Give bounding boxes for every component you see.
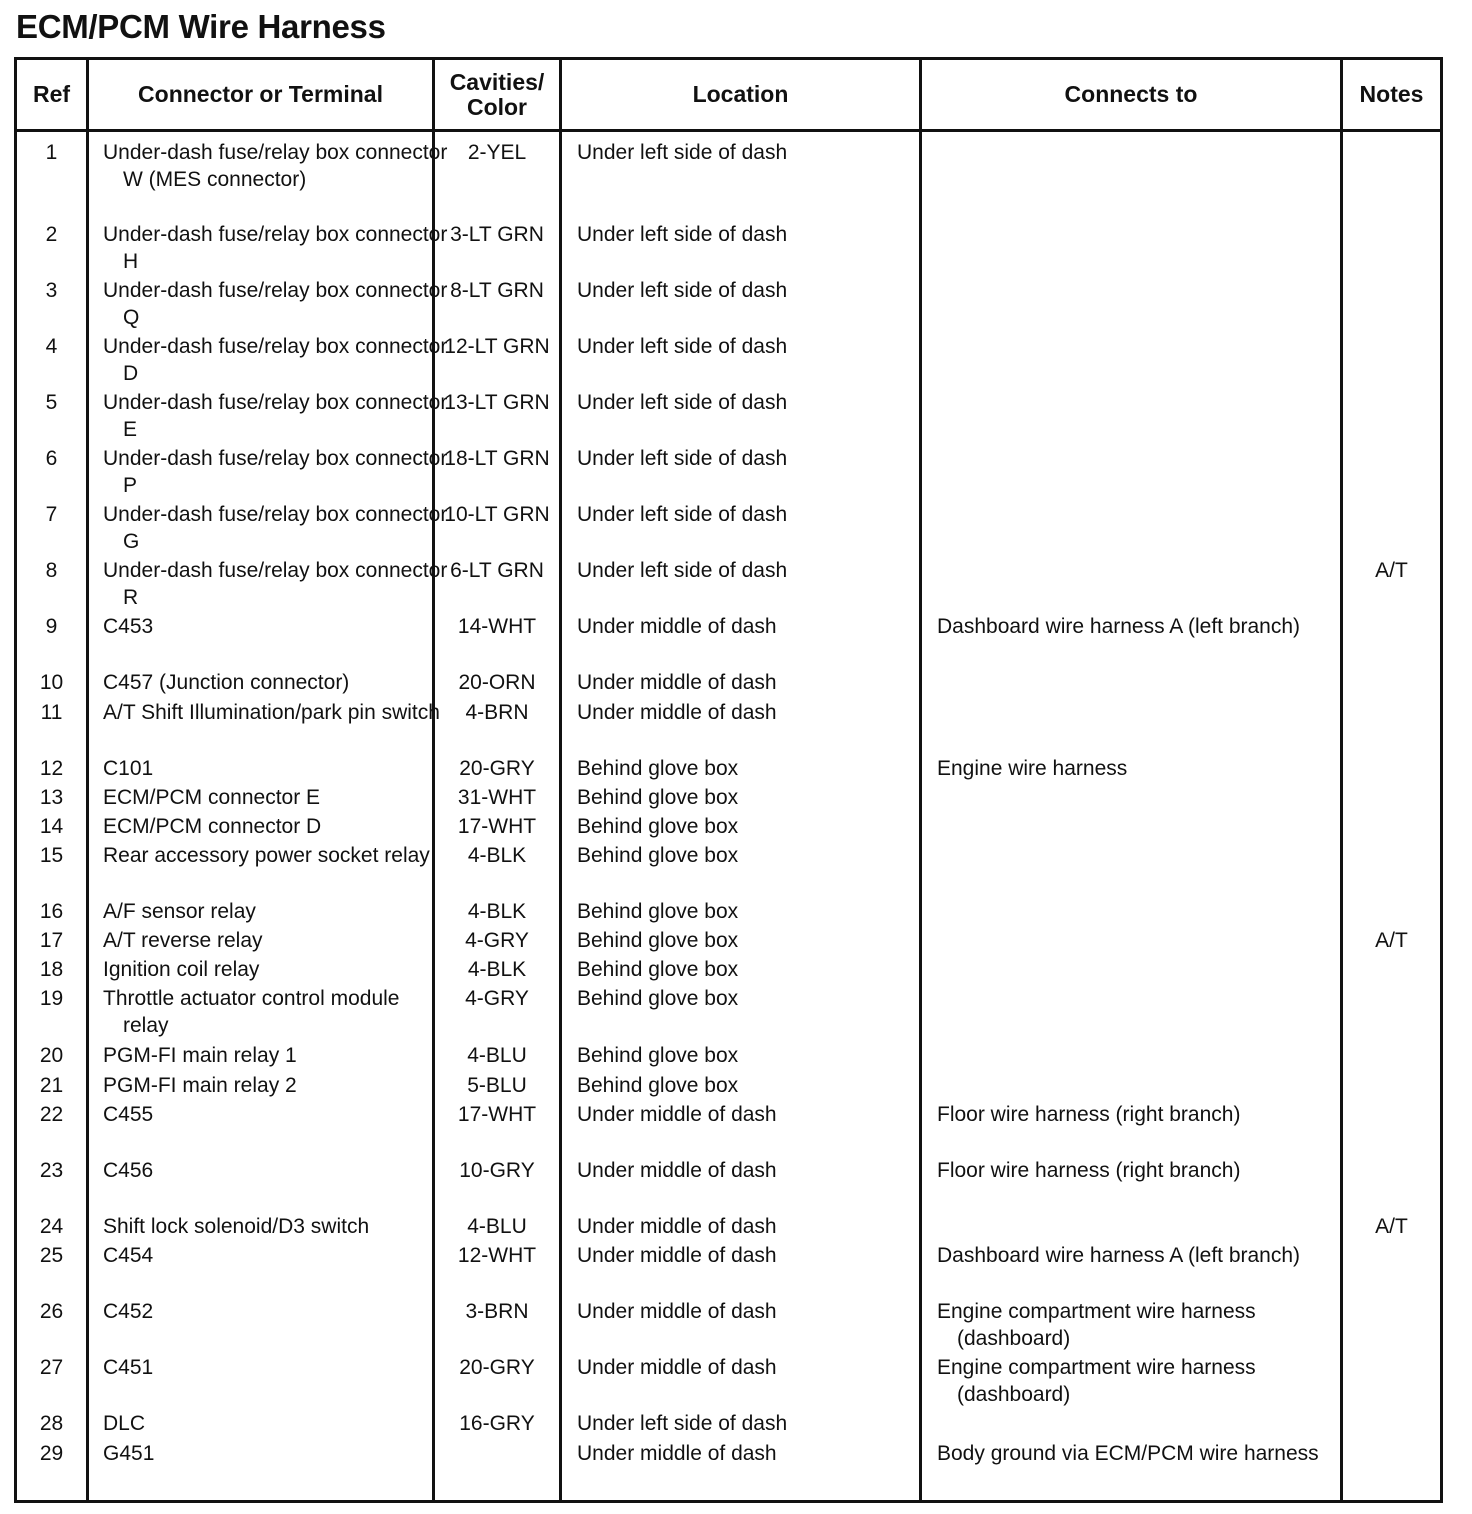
page-title: ECM/PCM Wire Harness: [16, 8, 386, 45]
cell-ref: 16: [39, 900, 64, 923]
cell-cavities: 18-LT GRN: [444, 447, 550, 470]
cell-connector: C454: [103, 1244, 154, 1267]
cell-location: Under left side of dash: [577, 141, 788, 164]
cell-cavities: 4-BRN: [465, 701, 529, 724]
cell-location: Behind glove box: [577, 929, 739, 952]
cell-location: Under left side of dash: [577, 279, 788, 302]
cell-ref: 15: [39, 844, 64, 867]
cell-location: Behind glove box: [577, 958, 739, 981]
cell-cavities: 3-BRN: [465, 1300, 529, 1323]
cell-location: Under left side of dash: [577, 391, 788, 414]
cell-notes: A/T: [1375, 1215, 1408, 1238]
cell-cavities: 4-GRY: [465, 929, 529, 952]
cell-location: Under middle of dash: [577, 1244, 777, 1267]
cell-cavities: 5-BLU: [467, 1074, 527, 1097]
cell-ref: 27: [39, 1356, 64, 1379]
cell-location: Under left side of dash: [577, 335, 788, 358]
cell-connector: ECM/PCM connector D: [103, 815, 322, 838]
cell-ref: 7: [45, 503, 58, 526]
cell-location: Under middle of dash: [577, 701, 777, 724]
cell-location: Under middle of dash: [577, 615, 777, 638]
cell-connector: PGM-FI main relay 1: [103, 1044, 297, 1067]
header-cavities: Cavities/ Color: [449, 68, 545, 120]
header-connector: Connector or Terminal: [138, 81, 383, 107]
cell-cavities: 4-GRY: [465, 987, 529, 1010]
cell-cavities: 10-LT GRN: [444, 503, 550, 526]
cell-cavities: 17-WHT: [457, 815, 537, 838]
cell-location: Behind glove box: [577, 757, 739, 780]
cell-ref: 28: [39, 1412, 64, 1435]
cell-connector: C453: [103, 615, 154, 638]
cell-notes: A/T: [1375, 559, 1408, 582]
cell-connector: C101: [103, 757, 154, 780]
cell-cavities: 31-WHT: [457, 786, 537, 809]
cell-ref: 22: [39, 1103, 64, 1126]
cell-location: Under middle of dash: [577, 1159, 777, 1182]
cell-cavities: 3-LT GRN: [450, 223, 544, 246]
cell-connector: Under-dash fuse/relay box connector G: [103, 503, 448, 553]
cell-location: Behind glove box: [577, 815, 739, 838]
cell-location: Under left side of dash: [577, 559, 788, 582]
cell-location: Under middle of dash: [577, 1215, 777, 1238]
cell-connects-to: Engine wire harness: [937, 757, 1128, 780]
cell-location: Behind glove box: [577, 844, 739, 867]
cell-connector: Shift lock solenoid/D3 switch: [103, 1215, 370, 1238]
cell-ref: 26: [39, 1300, 64, 1323]
cell-ref: 1: [45, 141, 58, 164]
cell-location: Behind glove box: [577, 1074, 739, 1097]
cell-ref: 5: [45, 391, 58, 414]
cell-ref: 20: [39, 1044, 64, 1067]
cell-ref: 21: [39, 1074, 64, 1097]
cell-cavities: 20-ORN: [458, 671, 536, 694]
cell-connector: G451: [103, 1442, 155, 1465]
cell-cavities: 4-BLK: [467, 958, 527, 981]
cell-location: Under middle of dash: [577, 1442, 777, 1465]
cell-connector: Under-dash fuse/relay box connector H: [103, 223, 448, 273]
cell-ref: 13: [39, 786, 64, 809]
cell-cavities: 20-GRY: [459, 1356, 535, 1379]
cell-connects-to: Body ground via ECM/PCM wire harness: [937, 1442, 1319, 1465]
cell-connector: A/T Shift Illumination/park pin switch: [103, 701, 440, 724]
cell-cavities: 12-WHT: [457, 1244, 537, 1267]
cell-connector: Under-dash fuse/relay box connector P: [103, 447, 448, 497]
cell-ref: 11: [40, 701, 63, 724]
cell-ref: 8: [45, 559, 58, 582]
cell-location: Under left side of dash: [577, 503, 788, 526]
cell-connector: PGM-FI main relay 2: [103, 1074, 297, 1097]
cell-ref: 2: [45, 223, 58, 246]
header-ref: Ref: [32, 81, 71, 107]
harness-table: [14, 57, 1443, 1503]
cell-cavities: 13-LT GRN: [444, 391, 550, 414]
cell-ref: 23: [39, 1159, 64, 1182]
cell-ref: 24: [39, 1215, 64, 1238]
cell-connector: Under-dash fuse/relay box connector R: [103, 559, 448, 609]
cell-location: Behind glove box: [577, 1044, 739, 1067]
cell-connects-to: Floor wire harness (right branch): [937, 1159, 1241, 1182]
cell-cavities: 8-LT GRN: [450, 279, 544, 302]
cell-ref: 25: [39, 1244, 64, 1267]
cell-location: Behind glove box: [577, 786, 739, 809]
cell-connects-to: Dashboard wire harness A (left branch): [937, 1244, 1301, 1267]
cell-ref: 6: [45, 447, 58, 470]
cell-connects-to: Engine compartment wire harness (dashboard): [937, 1300, 1256, 1350]
cell-ref: 12: [39, 757, 64, 780]
cell-location: Behind glove box: [577, 900, 739, 923]
cell-connector: C457 (Junction connector): [103, 671, 350, 694]
header-connects-to: Connects to: [1064, 81, 1198, 107]
cell-cavities: 12-LT GRN: [444, 335, 550, 358]
cell-location: Under middle of dash: [577, 1356, 777, 1379]
cell-location: Under left side of dash: [577, 447, 788, 470]
cell-connector: Ignition coil relay: [103, 958, 260, 981]
cell-ref: 3: [45, 279, 58, 302]
header-location: Location: [692, 81, 789, 107]
cell-connector: C451: [103, 1356, 154, 1379]
column-divider: [919, 60, 922, 1500]
cell-notes: A/T: [1375, 929, 1408, 952]
cell-connector: Under-dash fuse/relay box connector D: [103, 335, 448, 385]
header-notes: Notes: [1359, 81, 1424, 107]
cell-cavities: 4-BLK: [467, 844, 527, 867]
cell-location: Under middle of dash: [577, 671, 777, 694]
cell-ref: 14: [39, 815, 64, 838]
cell-cavities: 4-BLU: [467, 1044, 527, 1067]
cell-cavities: 20-GRY: [459, 757, 535, 780]
cell-location: Under middle of dash: [577, 1300, 777, 1323]
cell-ref: 9: [45, 615, 58, 638]
cell-connector: A/F sensor relay: [103, 900, 256, 923]
cell-ref: 29: [39, 1442, 64, 1465]
cell-location: Under left side of dash: [577, 1412, 788, 1435]
cell-cavities: 2-YEL: [467, 141, 527, 164]
cell-connector: Under-dash fuse/relay box connector W (MES connector): [103, 141, 448, 191]
cell-cavities: 16-GRY: [459, 1412, 535, 1435]
cell-ref: 4: [45, 335, 58, 358]
cell-connector: ECM/PCM connector E: [103, 786, 321, 809]
cell-ref: 19: [39, 987, 64, 1010]
cell-location: Under left side of dash: [577, 223, 788, 246]
cell-location: Under middle of dash: [577, 1103, 777, 1126]
cell-connector: A/T reverse relay: [103, 929, 263, 952]
cell-cavities: 10-GRY: [459, 1159, 535, 1182]
cell-connects-to: Engine compartment wire harness (dashboard): [937, 1356, 1256, 1406]
cell-connector: Rear accessory power socket relay: [103, 844, 430, 867]
cell-connector: DLC: [103, 1412, 146, 1435]
cell-cavities: 4-BLK: [467, 900, 527, 923]
cell-connector: Under-dash fuse/relay box connector Q: [103, 279, 448, 329]
cell-cavities: 6-LT GRN: [450, 559, 544, 582]
table-header: [17, 60, 1440, 132]
column-divider: [86, 60, 89, 1500]
cell-connector: Throttle actuator control module relay: [103, 987, 400, 1037]
cell-ref: 18: [39, 958, 64, 981]
cell-cavities: 4-BLU: [467, 1215, 527, 1238]
cell-connector: C455: [103, 1103, 154, 1126]
cell-connects-to: Floor wire harness (right branch): [937, 1103, 1241, 1126]
cell-ref: 17: [39, 929, 64, 952]
cell-connector: Under-dash fuse/relay box connector E: [103, 391, 448, 441]
cell-cavities: 17-WHT: [457, 1103, 537, 1126]
cell-connects-to: Dashboard wire harness A (left branch): [937, 615, 1301, 638]
column-divider: [559, 60, 562, 1500]
cell-connector: C456: [103, 1159, 154, 1182]
cell-location: Behind glove box: [577, 987, 739, 1010]
cell-ref: 10: [39, 671, 64, 694]
cell-cavities: 14-WHT: [457, 615, 537, 638]
cell-connector: C452: [103, 1300, 154, 1323]
